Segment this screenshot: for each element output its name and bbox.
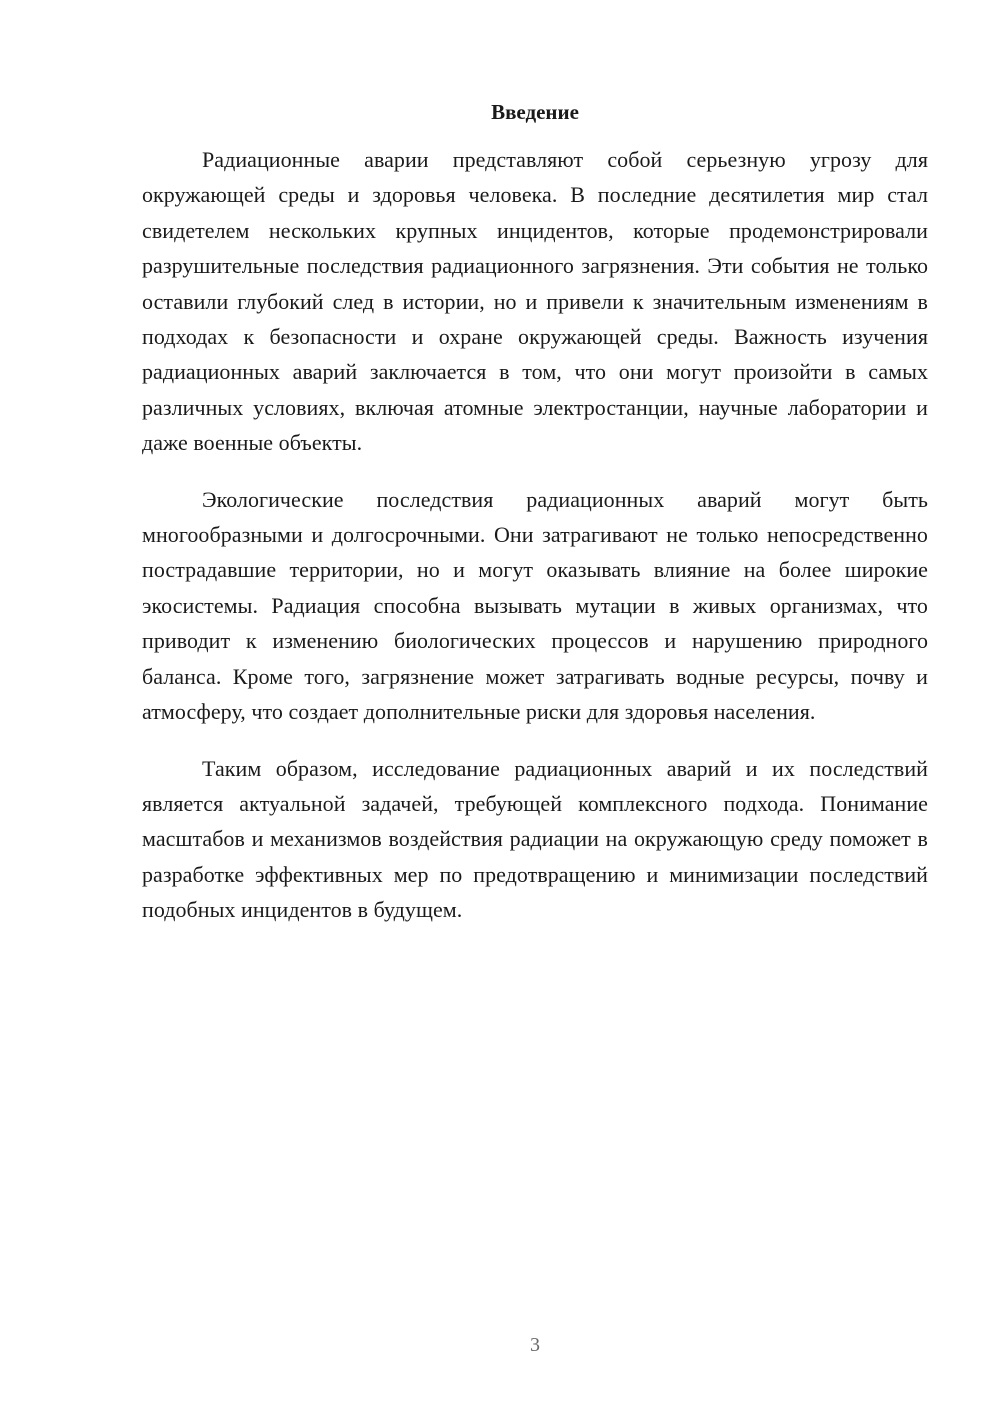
section-title: Введение	[491, 100, 579, 124]
paragraph-conclusion: Таким образом, исследование радиационных аварий и их последствий является актуальной задачей, требующей комплексного подхода. Понимание масштабов и механизмов воздействия радиации на окружающую среду поможет в разработке эффективных мер по предотвращению и минимизации последствий подобных инцидентов в будущем.	[142, 755, 928, 923]
paragraph-ecological-consequences: Экологические последствия радиационных аварий могут быть многообразными и долгосрочными. Они затрагивают не только непосредственно пострадавшие территории, но и могут оказывать влияние на более широкие экосистемы. Радиация способна вызывать мутации в живых организмах, что приводит к изменению биологических процессов и нарушению природного баланса. Кроме того, загрязнение может затрагивать водные ресурсы, почву и атмосферу, что создает дополнительные риски для здоровья населения.	[142, 486, 928, 725]
body-text	[142, 142, 928, 949]
page-number: 3	[530, 1334, 540, 1356]
paragraph-intro: Радиационные аварии представляют собой серьезную угрозу для окружающей среды и здоровья человека. В последние десятилетия мир стал свидетелем нескольких крупных инцидентов, которые продемонстрировали разрушительные последствия радиационного загрязнения. Эти события не только оставили глубокий след в истории, но и привели к значительным изменениям в подходах к безопасности и охране окружающей среды. Важность изучения радиационных аварий заключается в том, что они могут произойти в самых различных условиях, включая атомные электростанции, научные лаборатории и даже военные объекты.	[142, 147, 928, 456]
